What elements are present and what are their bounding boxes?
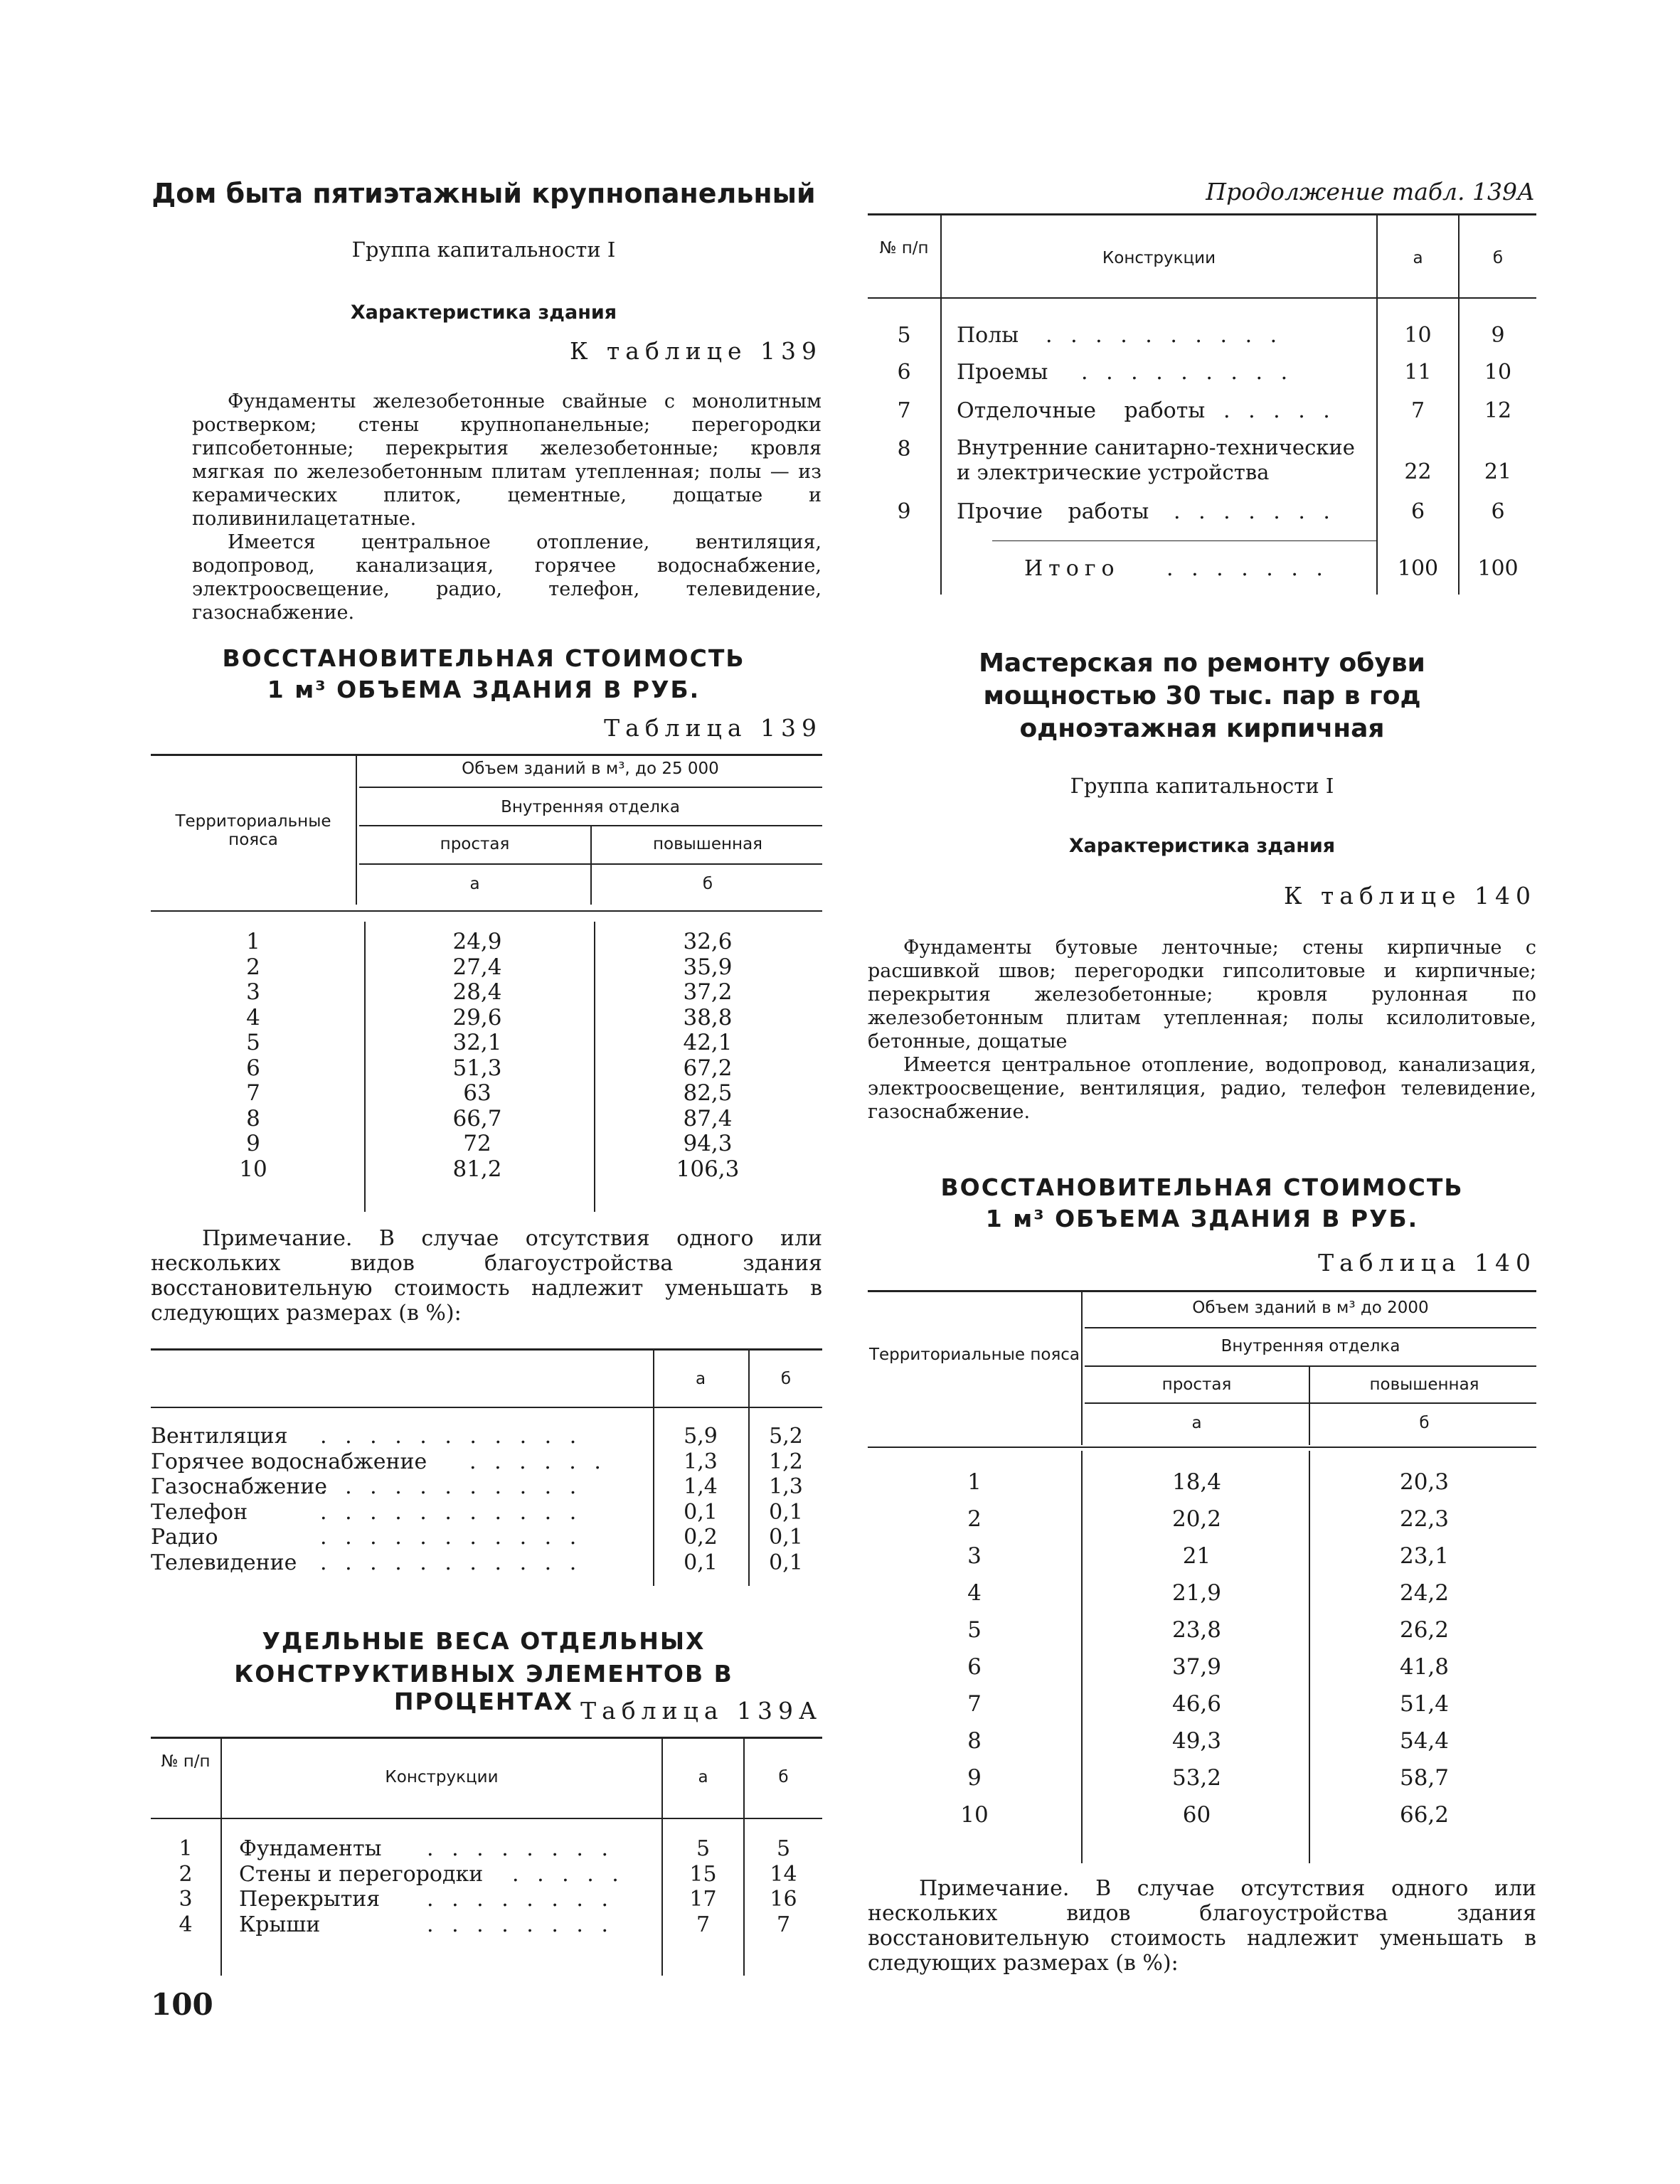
- table-row-name: Отделочные работы: [957, 398, 1206, 423]
- table-row: 1: [179, 1836, 193, 1861]
- table-row-a: 0,1: [684, 1499, 718, 1525]
- table-row-value-b: 38,8: [683, 1004, 733, 1030]
- table-row-b: 12: [1484, 398, 1512, 423]
- table-row-value-b: 82,5: [683, 1080, 733, 1106]
- table-row-b: 5: [776, 1836, 791, 1861]
- table-row: 2: [179, 1861, 193, 1887]
- table-139a-cont-header-b: б: [1492, 249, 1504, 267]
- table-139a-header-no: № п/п: [161, 1752, 211, 1771]
- table-row: 8: [246, 1105, 260, 1131]
- table-row-b: 16: [770, 1887, 797, 1912]
- table-row: 1: [967, 1469, 982, 1495]
- table-row-name: Телефон: [151, 1499, 248, 1525]
- table-row-a: 11: [1404, 360, 1432, 385]
- table-140-header-finish: Внутренняя отделка: [1221, 1337, 1400, 1355]
- dot-leader: . . . . . . . . . . .: [320, 1474, 583, 1499]
- table-row-value-b: 37,2: [683, 979, 733, 1005]
- capital-group-right: Группа капитальности I: [1070, 774, 1334, 798]
- table-row-value-b: 94,3: [683, 1131, 733, 1156]
- table-row-value-a: 29,6: [452, 1004, 502, 1030]
- table-row-b: 10: [1484, 360, 1512, 385]
- table-row-a: 15: [689, 1861, 717, 1887]
- building-title-right-2: мощностью 30 тыс. пар в год: [983, 681, 1421, 710]
- table-row-value-a: 51,3: [452, 1055, 502, 1081]
- total-a: 100: [1397, 556, 1439, 581]
- table-row-name: Горячее водоснабжение: [151, 1449, 427, 1474]
- table-row: 9: [967, 1765, 982, 1791]
- table-row: 5: [897, 323, 911, 348]
- characteristic-paragraph: Имеется центральное отопление, водопровод, канализация, электроосвещение, вентиляция, радио, телефон телевидение, газоснабжение.: [868, 1054, 1536, 1123]
- table-row-value-a: 32,1: [452, 1030, 502, 1055]
- table-139-header-improved: повышенная: [652, 835, 763, 853]
- table-row: 6: [967, 1654, 982, 1680]
- reductions-header-b: б: [780, 1370, 792, 1388]
- table-row-value-a: 21,9: [1171, 1580, 1222, 1606]
- dot-leader: . . . . .: [512, 1861, 624, 1887]
- table-row-value-b: 20,3: [1399, 1469, 1450, 1495]
- table-row-name: Радио: [151, 1525, 218, 1550]
- table-row: 3: [179, 1887, 193, 1912]
- building-title-right-3: одноэтажная кирпичная: [1019, 714, 1385, 743]
- table-row-a: 5: [696, 1836, 711, 1861]
- table-row-b: 14: [770, 1861, 797, 1887]
- characteristic-heading-right: Характеристика здания: [1068, 835, 1336, 857]
- table-row-value-a: 60: [1182, 1802, 1211, 1828]
- table-row: 3: [967, 1543, 982, 1569]
- table-row-a: 5,9: [684, 1424, 718, 1449]
- table-row-b: 9: [1491, 323, 1505, 348]
- table-row-value-a: 53,2: [1171, 1765, 1222, 1791]
- characteristic-text-left: [192, 390, 822, 624]
- table-row-value-b: 106,3: [676, 1156, 740, 1182]
- table-139a-cont-header-a: а: [1413, 249, 1423, 267]
- dot-leader: . . . . . .: [469, 1449, 607, 1474]
- table-row-a: 0,1: [684, 1550, 718, 1575]
- table-row: 1: [246, 929, 260, 954]
- page-number: 100: [151, 1987, 213, 2022]
- table-row-value-a: 18,4: [1171, 1469, 1222, 1495]
- table-row: 8: [967, 1728, 982, 1754]
- table-row: 6: [897, 360, 911, 385]
- note-right: [868, 1876, 1536, 1976]
- to-table-139: К таблице 139: [569, 337, 822, 365]
- table-row-value-a: 23,8: [1171, 1617, 1222, 1643]
- dot-leader: . . . . . . . . .: [1081, 360, 1294, 385]
- table-row-a: 1,4: [684, 1474, 718, 1499]
- capital-group-left: Группа капитальности I: [351, 238, 616, 262]
- table-row-value-b: 66,2: [1399, 1802, 1450, 1828]
- table-row-value-b: 54,4: [1399, 1728, 1450, 1754]
- building-title-right-1: Мастерская по ремонту обуви: [979, 649, 1425, 678]
- dot-leader: . . . . . . . . . . .: [320, 1550, 583, 1575]
- table-row: 6: [246, 1055, 260, 1081]
- table-row: 10: [239, 1156, 267, 1182]
- table-row-name: Внутренние санитарно-технические и электрические устройства: [957, 435, 1355, 484]
- table-row-name: Полы: [957, 323, 1019, 348]
- table-row-a: 6: [1410, 499, 1425, 524]
- weights-heading-2: КОНСТРУКТИВНЫХ ЭЛЕМЕНТОВ В ПРОЦЕНТАХ: [234, 1660, 733, 1715]
- table-row-name: Фундаменты: [239, 1836, 382, 1861]
- note-left: [151, 1226, 822, 1326]
- building-title-left: Дом быта пятиэтажный крупнопанельный: [151, 178, 816, 209]
- characteristic-paragraph: Фундаменты бутовые ленточные; стены кирпичные с расшивкой швов; перегородки гипсолитовые и кирпичные; перекрытия железобетонные; кровля рулонная по железобетонным плитам утепленная; полы ксилолитовые, бетонные, дощатые: [868, 937, 1536, 1053]
- table-139a-cont-header-no: № п/п: [879, 239, 929, 257]
- table-row-a: 10: [1404, 323, 1432, 348]
- to-table-140: К таблице 140: [1283, 882, 1536, 910]
- table-row-value-b: 32,6: [683, 929, 733, 954]
- table-row: 10: [960, 1802, 989, 1828]
- table-row-value-b: 41,8: [1399, 1654, 1450, 1680]
- note-text: Примечание. В случае отсутствия одного или нескольких видов благоустройства здания восстановительную стоимость надлежит уменьшать в следующих размерах (в %):: [151, 1226, 822, 1326]
- characteristic-heading-left: Характеристика здания: [350, 302, 617, 324]
- table-row-name: Проемы: [957, 360, 1048, 385]
- table-row-value-b: 51,4: [1399, 1691, 1450, 1717]
- dot-leader: . . . . . . . . . . .: [320, 1424, 583, 1449]
- table-139-header-a: а: [469, 875, 480, 893]
- table-140-header-volume: Объем зданий в м³ до 2000: [1192, 1299, 1429, 1317]
- characteristic-text-right: [868, 936, 1536, 1124]
- cost-heading-left-1: ВОССТАНОВИТЕЛЬНАЯ СТОИМОСТЬ: [222, 644, 745, 672]
- table-row-value-a: 21: [1182, 1543, 1211, 1569]
- table-140-header-simple: простая: [1161, 1375, 1232, 1394]
- table-139a-label: Таблица 139А: [580, 1697, 822, 1725]
- dot-leader: . . . . . . . .: [427, 1912, 615, 1937]
- cost-heading-right-1: ВОССТАНОВИТЕЛЬНАЯ СТОИМОСТЬ: [940, 1173, 1464, 1201]
- table-139-header-b: б: [702, 875, 713, 893]
- table-row-value-a: 66,7: [452, 1105, 502, 1131]
- table-139-header-simple: простая: [440, 835, 510, 853]
- reductions-header-a: а: [695, 1370, 706, 1388]
- table-139-header-finish: Внутренняя отделка: [501, 798, 680, 816]
- table-row: 4: [179, 1912, 193, 1937]
- table-row-value-b: 26,2: [1399, 1617, 1450, 1643]
- table-row-b: 7: [776, 1912, 791, 1937]
- dot-leader: . . . . . . .: [1166, 556, 1329, 581]
- dot-leader: . . . . . . .: [1174, 499, 1336, 524]
- table-139a-cont-header-constr: Конструкции: [1102, 249, 1216, 267]
- table-row-a: 7: [696, 1912, 711, 1937]
- table-140-label: Таблица 140: [1318, 1249, 1536, 1277]
- table-139-label: Таблица 139: [604, 714, 822, 742]
- table-row: 9: [246, 1131, 260, 1156]
- table-row-value-b: 87,4: [683, 1105, 733, 1131]
- table-row: 2: [967, 1506, 982, 1532]
- table-139a-header-b: б: [778, 1768, 789, 1786]
- weights-heading-1: УДЕЛЬНЫЕ ВЕСА ОТДЕЛЬНЫХ: [262, 1627, 706, 1655]
- table-row-value-b: 22,3: [1399, 1506, 1450, 1532]
- dot-leader: . . . . . . . .: [427, 1887, 615, 1912]
- table-row-value-b: 67,2: [683, 1055, 733, 1081]
- dot-leader: . . . . . . . . . .: [1046, 323, 1283, 348]
- dot-leader: . . . . . . . . . . .: [320, 1525, 583, 1550]
- table-row: 5: [246, 1030, 260, 1055]
- dot-leader: . . . . . . . . . . .: [320, 1499, 583, 1525]
- dot-leader: . . . . . . . .: [427, 1836, 615, 1861]
- cost-heading-left-2: 1 м³ ОБЪЕМА ЗДАНИЯ В РУБ.: [267, 676, 701, 703]
- table-row: 4: [246, 1004, 260, 1030]
- table-row-value-a: 27,4: [452, 954, 502, 980]
- table-row-b: 1,3: [769, 1474, 803, 1499]
- table-row-value-a: 72: [463, 1131, 491, 1156]
- total-b: 100: [1477, 556, 1519, 581]
- table-row-value-a: 24,9: [452, 929, 502, 954]
- table-row-value-a: 81,2: [452, 1156, 502, 1182]
- table-row-b: 6: [1491, 499, 1505, 524]
- table-row: 7: [967, 1691, 982, 1717]
- table-row-value-a: 37,9: [1171, 1654, 1222, 1680]
- table-row-value-b: 24,2: [1399, 1580, 1450, 1606]
- table-row-value-b: 58,7: [1399, 1765, 1450, 1791]
- table-row: 5: [967, 1617, 982, 1643]
- table-row-value-a: 28,4: [452, 979, 502, 1005]
- table-140-header-zones: Территориальные пояса: [868, 1346, 1080, 1364]
- table-row-name: Перекрытия: [239, 1887, 381, 1912]
- table-row-name: Вентиляция: [151, 1424, 288, 1449]
- table-139a-header-constr: Конструкции: [385, 1768, 499, 1786]
- table-row-value-b: 42,1: [683, 1030, 733, 1055]
- total-label: Итого: [1024, 556, 1120, 581]
- table-row-b: 5,2: [769, 1424, 803, 1449]
- table-row-b: 1,2: [769, 1449, 803, 1474]
- table-row-value-b: 35,9: [683, 954, 733, 980]
- table-row-name: Стены и перегородки: [239, 1861, 484, 1887]
- characteristic-paragraph: Имеется центральное отопление, вентиляция, водопровод, канализация, горячее водоснабжение, электроосвещение, радио, телефон, телевидение, газоснабжение.: [192, 531, 822, 624]
- table-row: 3: [246, 979, 260, 1005]
- table-139-header-zones: Территориальные пояса: [175, 812, 331, 849]
- table-row-b: 0,1: [769, 1525, 803, 1550]
- table-row: 7: [897, 398, 911, 423]
- table-row-b: 21: [1484, 459, 1512, 484]
- continuation-label: Продолжение табл. 139А: [1206, 178, 1535, 206]
- characteristic-paragraph: Фундаменты железобетонные свайные с монолитным ростверком; стены крупнопанельные; перегородки гипсобетонные; перекрытия железобетонные; кровля мягкая по железобетонным плитам утепленная; полы — из керамических плиток, цементные, дощатые и поливинилацетатные.: [192, 390, 822, 530]
- table-row-value-a: 49,3: [1171, 1728, 1222, 1754]
- table-row-a: 0,2: [684, 1525, 718, 1550]
- table-row: 7: [246, 1080, 260, 1106]
- table-row-value-a: 20,2: [1171, 1506, 1222, 1532]
- table-row: 2: [246, 954, 260, 980]
- table-row-value-a: 63: [463, 1080, 491, 1106]
- table-row-value-b: 23,1: [1399, 1543, 1450, 1569]
- table-139a-header-a: а: [698, 1768, 708, 1786]
- table-row-a: 7: [1410, 398, 1425, 423]
- table-row-name: Прочие работы: [957, 499, 1149, 524]
- table-row: 4: [967, 1580, 982, 1606]
- table-row-b: 0,1: [769, 1550, 803, 1575]
- table-140-header-a: а: [1191, 1414, 1202, 1432]
- table-140-header-improved: повышенная: [1369, 1375, 1479, 1394]
- table-row: 9: [897, 499, 911, 524]
- table-row-name: Газоснабжение: [151, 1474, 328, 1499]
- table-row-a: 17: [689, 1887, 717, 1912]
- cost-heading-right-2: 1 м³ ОБЪЕМА ЗДАНИЯ В РУБ.: [985, 1205, 1419, 1232]
- note-text: Примечание. В случае отсутствия одного или нескольких видов благоустройства здания восстановительную стоимость надлежит уменьшать в следующих размерах (в %):: [868, 1876, 1536, 1976]
- table-row-a: 1,3: [684, 1449, 718, 1474]
- table-row-b: 0,1: [769, 1499, 803, 1525]
- table-140-header-b: б: [1419, 1414, 1430, 1432]
- table-row-name: Крыши: [239, 1912, 321, 1937]
- table-row-name: Телевидение: [151, 1550, 297, 1575]
- table-row-a: 22: [1404, 459, 1432, 484]
- table-139-header-volume: Объем зданий в м³, до 25 000: [462, 760, 719, 778]
- dot-leader: . . . . .: [1223, 398, 1336, 423]
- table-row-value-a: 46,6: [1171, 1691, 1222, 1717]
- table-row: 8: [897, 437, 911, 462]
